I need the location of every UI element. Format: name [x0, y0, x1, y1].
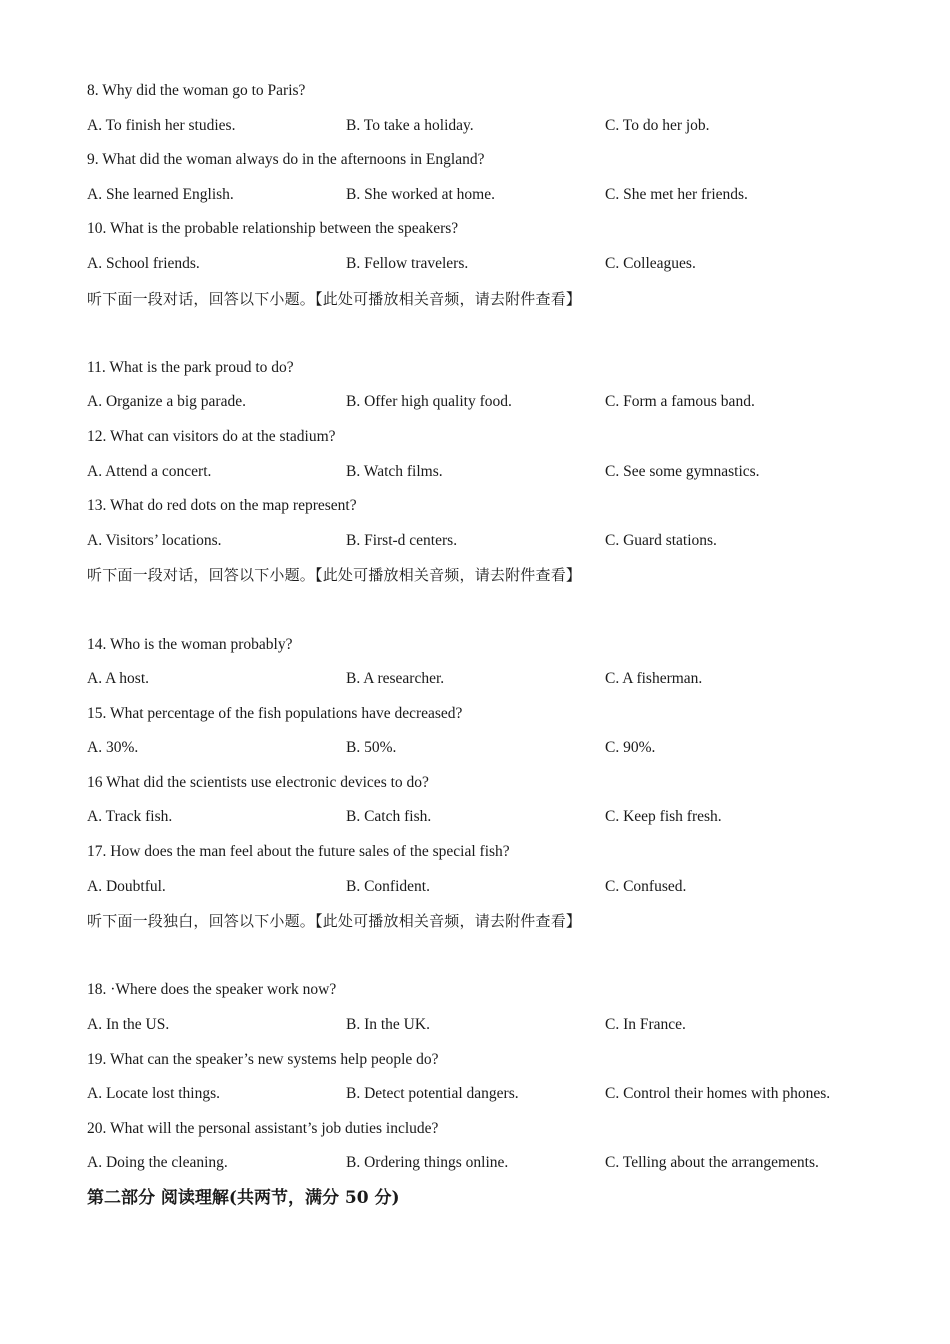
question-14-options — [87, 662, 887, 697]
option-a: A. To finish her studies. — [87, 116, 236, 134]
option-c: C. Guard stations. — [605, 531, 717, 549]
question-9: 9. What did the woman always do in the afternoons in England? — [87, 151, 485, 169]
option-c: C. To do her job. — [605, 116, 710, 134]
option-b: B. First-d centers. — [346, 531, 458, 549]
question-16: 16 What did the scientists use electronic devices to do? — [87, 773, 429, 791]
question-group-2 — [87, 351, 887, 628]
option-b: B. To take a holiday. — [346, 116, 474, 134]
question-12-options — [87, 455, 887, 490]
option-c: C. Form a famous band. — [605, 393, 755, 411]
option-c: C. In France. — [605, 1016, 686, 1034]
option-a: A. School friends. — [87, 254, 200, 272]
option-a: A. She learned English. — [87, 185, 234, 203]
question-15-options — [87, 731, 887, 766]
exam-page — [87, 74, 887, 1216]
question-10-options — [87, 247, 887, 282]
option-a: A. Locate lost things. — [87, 1085, 221, 1103]
option-b: B. Offer high quality food. — [346, 393, 512, 411]
question-group-4 — [87, 973, 887, 1181]
question-group-3 — [87, 628, 887, 974]
option-a: A. Attend a concert. — [87, 462, 212, 480]
option-a: A. In the US. — [87, 1016, 170, 1034]
question-14: 14. Who is the woman probably? — [87, 635, 293, 653]
section-heading: 第二部分 阅读理解(共两节，满分 50 分) — [87, 1188, 400, 1208]
spacer — [87, 939, 887, 974]
option-c: C. A fisherman. — [605, 670, 703, 688]
question-12: 12. What can visitors do at the stadium? — [87, 427, 336, 445]
option-a: A. Doubtful. — [87, 877, 166, 895]
audio-notice: 听下面一段对话，回答以下小题。【此处可播放相关音频，请去附件查看】 — [87, 566, 582, 585]
option-c: C. She met her friends. — [605, 185, 748, 203]
option-a: A. Doing the cleaning. — [87, 1154, 228, 1172]
option-b: B. Fellow travelers. — [346, 254, 469, 272]
option-a: A. Organize a big parade. — [87, 393, 246, 411]
option-c: C. See some gymnastics. — [605, 462, 760, 480]
option-b: B. Watch films. — [346, 462, 443, 480]
question-9-options — [87, 178, 887, 213]
question-20: 20. What will the personal assistant’s job duties include? — [87, 1119, 439, 1137]
question-group-1 — [87, 74, 887, 351]
question-8: 8. Why did the woman go to Paris? — [87, 82, 306, 99]
option-c: C. Colleagues. — [605, 254, 696, 272]
option-a: A. A host. — [87, 670, 150, 688]
spacer — [87, 316, 887, 351]
option-b: B. A researcher. — [346, 670, 445, 688]
question-18: 18. ·Where does the speaker work now? — [87, 981, 337, 999]
spacer — [87, 593, 887, 628]
option-a: A. Track fish. — [87, 808, 173, 826]
question-20-options — [87, 1146, 887, 1181]
option-b: B. In the UK. — [346, 1016, 430, 1034]
question-18-options — [87, 1008, 887, 1043]
option-c: C. 90%. — [605, 739, 656, 757]
question-8-options — [87, 109, 887, 144]
question-11: 11. What is the park proud to do? — [87, 358, 294, 376]
question-16-options — [87, 800, 887, 835]
question-19: 19. What can the speaker’s new systems help people do? — [87, 1050, 439, 1068]
question-13-options — [87, 524, 887, 559]
option-b: B. Confident. — [346, 877, 430, 895]
question-13: 13. What do red dots on the map represent? — [87, 497, 357, 515]
option-c: C. Control their homes with phones. — [605, 1085, 831, 1103]
question-11-options — [87, 385, 887, 420]
question-10: 10. What is the probable relationship between the speakers? — [87, 220, 459, 238]
option-a: A. 30%. — [87, 739, 139, 757]
option-a: A. Visitors’ locations. — [87, 531, 222, 549]
option-b: B. 50%. — [346, 739, 397, 757]
question-17-options — [87, 870, 887, 905]
option-b: B. Catch fish. — [346, 808, 432, 826]
option-b: B. Ordering things online. — [346, 1154, 509, 1172]
option-b: B. She worked at home. — [346, 185, 495, 203]
audio-notice: 听下面一段独白，回答以下小题。【此处可播放相关音频，请去附件查看】 — [87, 912, 582, 931]
option-c: C. Confused. — [605, 877, 687, 895]
question-19-options — [87, 1077, 887, 1112]
question-17: 17. How does the man feel about the future sales of the special fish? — [87, 843, 510, 861]
option-b: B. Detect potential dangers. — [346, 1085, 519, 1103]
audio-notice: 听下面一段对话，回答以下小题。【此处可播放相关音频，请去附件查看】 — [87, 289, 582, 308]
option-c: C. Telling about the arrangements. — [605, 1154, 819, 1172]
question-15: 15. What percentage of the fish populations have decreased? — [87, 704, 463, 722]
option-c: C. Keep fish fresh. — [605, 808, 722, 826]
